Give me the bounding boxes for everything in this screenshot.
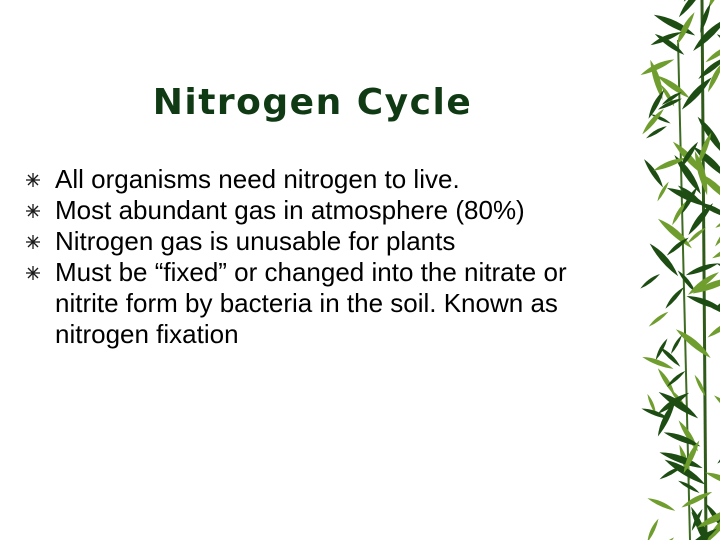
bullet-text: All organisms need nitrogen to live. [55,164,460,194]
bamboo-leaf [698,3,713,34]
bamboo-leaf [704,42,720,64]
bamboo-leaf [715,439,720,465]
bullet-item-3 [20,226,610,257]
bamboo-leaves-decoration [610,0,720,540]
asterisk-star-icon [26,173,40,187]
bamboo-leaf [669,334,683,355]
bamboo-leaf [654,536,675,540]
bullet-item-4 [20,257,610,350]
bullet-text: Must be “fixed” or changed into the nitrate or nitrite form by bacteria in the soil. Known as nitrogen fixation [55,257,567,349]
asterisk-star-icon [26,235,40,249]
bamboo-leaf [656,181,670,202]
bullet-item-2 [20,195,610,226]
slide-title: Nitrogen Cycle [152,82,473,123]
bullet-text: Most abundant gas in atmosphere (80%) [55,195,525,225]
asterisk-star-icon [26,204,40,218]
bamboo-leaf [645,518,660,540]
bullet-item-1 [20,164,610,195]
bamboo-leaf [706,316,720,339]
bamboo-leaf [670,200,687,226]
bamboo-leaf [715,260,720,280]
bamboo-leaf [647,310,669,328]
bamboo-leaf [712,393,720,425]
bamboo-leaf [665,369,686,388]
bullet-list [20,164,610,350]
bamboo-leaf [647,496,677,513]
bullet-text: Nitrogen gas is unusable for plants [55,226,456,256]
bamboo-leaf [639,272,661,290]
bamboo-leaf [674,326,713,360]
bamboo-leaf [696,169,720,204]
asterisk-star-icon [26,266,40,280]
bamboo-leaf [654,337,669,360]
bamboo-leaf [663,285,685,310]
bamboo-leaf [642,157,665,188]
